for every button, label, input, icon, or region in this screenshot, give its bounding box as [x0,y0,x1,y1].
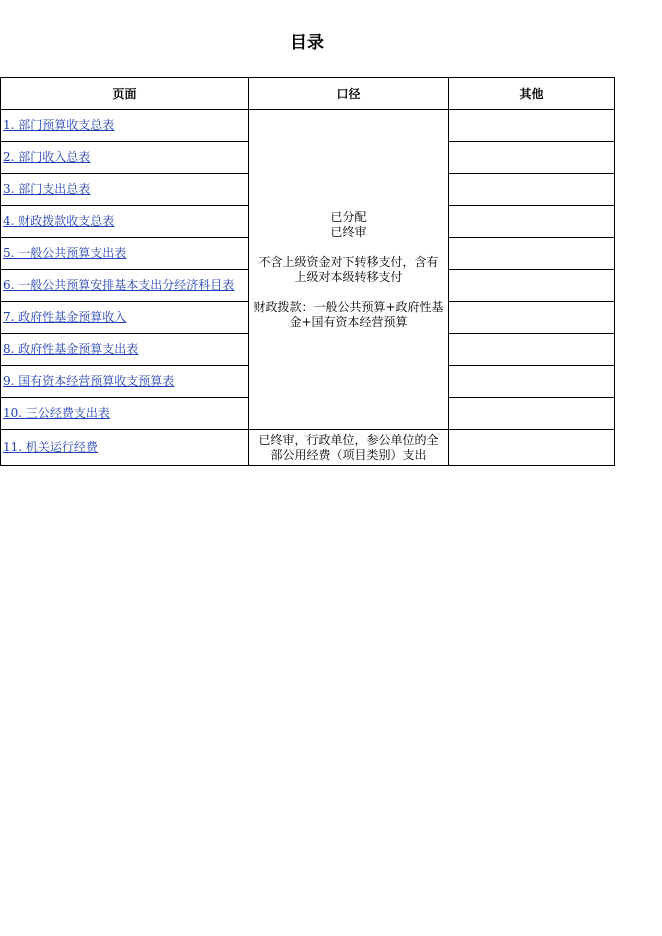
scope-final-review: 已终审 [330,224,367,239]
other-cell [449,302,615,334]
link-general-public-budget-expense[interactable]: 5. 一般公共预算支出表 [3,246,127,260]
page-cell [1,398,249,430]
other-cell [449,238,615,270]
scope-transfer-note: 不含上级资金对下转移支付，含有上级对本级转移支付 [258,254,439,284]
page-cell [1,238,249,270]
table-header-row [1,78,615,110]
link-gov-fund-budget-expense[interactable]: 8. 政府性基金预算支出表 [3,342,139,356]
other-cell [449,398,615,430]
page-cell [1,206,249,238]
link-dept-budget-summary[interactable]: 1. 部门预算收支总表 [3,118,115,132]
page-cell [1,142,249,174]
other-cell [449,430,615,466]
page-cell [1,174,249,206]
link-fiscal-appropriation-summary[interactable]: 4. 财政拨款收支总表 [3,214,115,228]
page-cell [1,110,249,142]
page-cell [1,334,249,366]
other-cell [449,174,615,206]
other-cell [449,142,615,174]
link-state-capital-budget[interactable]: 9. 国有资本经营预算收支预算表 [3,374,175,388]
scope-cell-last: 已终审，行政单位，参公单位的全部公用经费（项目类别）支出 [249,430,449,466]
link-dept-expense-summary[interactable]: 3. 部门支出总表 [3,182,91,196]
header-page: 页面 [1,78,249,110]
table-row [1,110,615,142]
other-cell [449,366,615,398]
header-other: 其他 [449,78,615,110]
page-title: 目录 [290,33,324,53]
link-dept-income-summary[interactable]: 2. 部门收入总表 [3,150,91,164]
link-basic-expense-by-economic-category[interactable]: 6. 一般公共预算安排基本支出分经济科目表 [3,278,235,292]
page-cell [1,430,249,466]
page-cell [1,366,249,398]
other-cell [449,270,615,302]
link-three-public-expenses[interactable]: 10. 三公经费支出表 [3,406,110,420]
scope-allocated: 已分配 [330,209,367,224]
header-scope: 口径 [249,78,449,110]
other-cell [449,206,615,238]
link-office-operating-expense[interactable]: 11. 机关运行经费 [3,440,98,454]
catalog-table [0,77,615,466]
link-gov-fund-budget-income[interactable]: 7. 政府性基金预算收入 [3,310,127,324]
scope-cell-main [249,110,449,430]
other-cell [449,334,615,366]
table-row [1,430,615,466]
page-cell [1,302,249,334]
other-cell [449,110,615,142]
scope-appropriation-note: 财政拨款：一般公共预算+政府性基金+国有资本经营预算 [253,299,444,329]
page-cell [1,270,249,302]
